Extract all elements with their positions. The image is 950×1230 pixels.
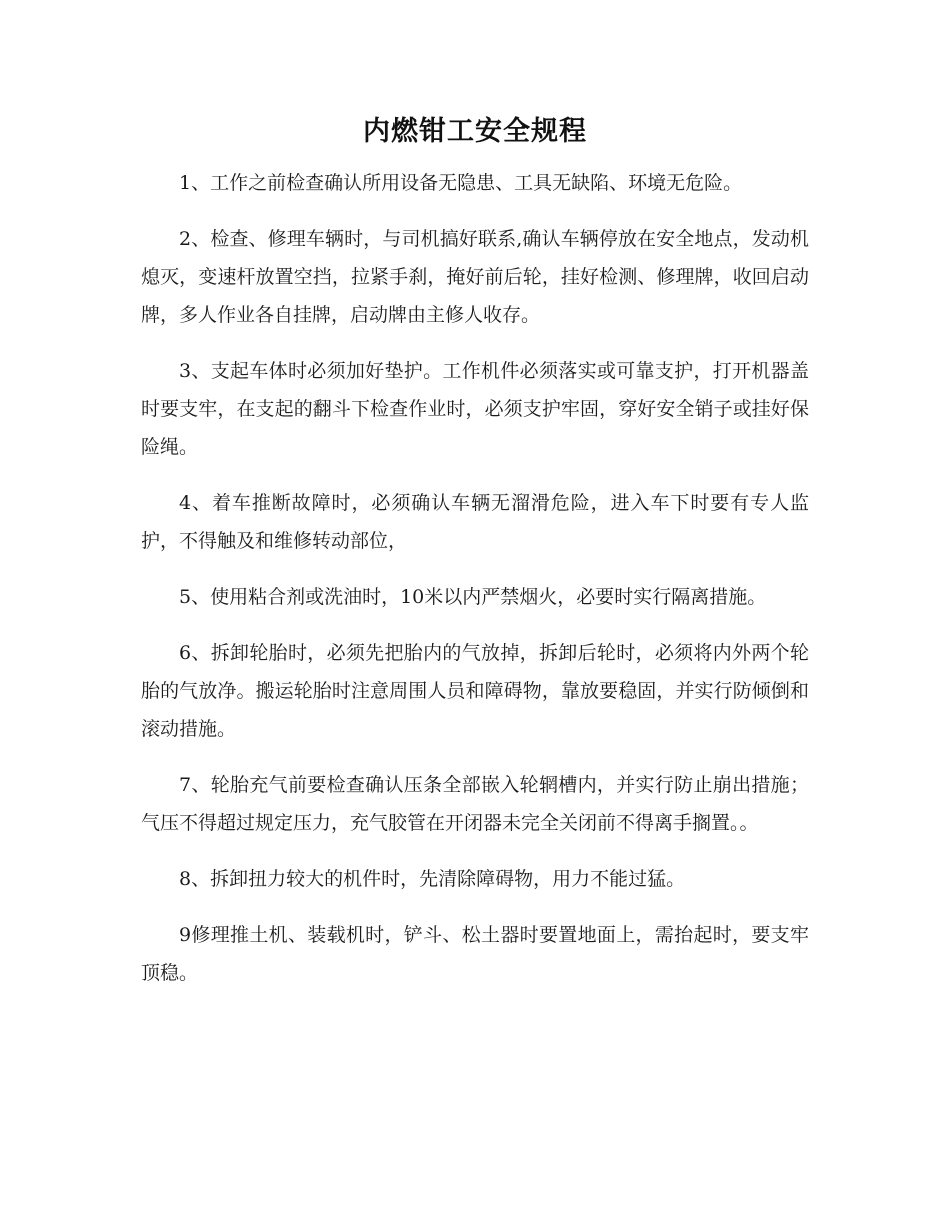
rule-item-4: 4、着车推断故障时，必须确认车辆无溜滑危险，进入车下时要有专人监护，不得触及和维修转动部位，: [141, 492, 809, 552]
rule-item-2: 2、检查、修理车辆时，与司机搞好联系,确认车辆停放在安全地点，发动机熄灭，变速杆放置空挡，拉紧手刹，掩好前后轮，挂好检测、修理牌，收回启动牌，多人作业各自挂牌，启动牌由主修人收存。: [141, 228, 809, 326]
rule-item-3: 3、支起车体时必须加好垫护。工作机件必须落实或可靠支护，打开机器盖时要支牢，在支起的翻斗下检查作业时，必须支护牢固，穿好安全销子或挂好保险绳。: [141, 360, 809, 458]
document-title: 内燃钳工安全规程: [363, 116, 587, 147]
rule-item-5: 5、使用粘合剂或洗油时，10米以内严禁烟火，必要时实行隔离措施。: [179, 586, 767, 608]
rule-item-7: 7、轮胎充气前要检查确认压条全部嵌入轮辋槽内，并实行防止崩出措施；气压不得超过规定压力，充气胶管在开闭器未完全关闭前不得离手搁置。。: [141, 774, 809, 834]
rule-item-1: 1、工作之前检查确认所用设备无隐患、工具无缺陷、环境无危险。: [179, 172, 743, 194]
rule-item-8: 8、拆卸扭力较大的机件时，先清除障碍物，用力不能过猛。: [179, 868, 686, 890]
rule-item-6: 6、拆卸轮胎时，必须先把胎内的气放掉，拆卸后轮时，必须将内外两个轮胎的气放净。搬运轮胎时注意周围人员和障碍物，靠放要稳固，并实行防倾倒和滚动措施。: [141, 642, 809, 740]
rule-item-9: 9修理推土机、装载机时，铲斗、松土器时要置地面上，需抬起时，要支牢顶稳。: [141, 924, 809, 984]
document-body: [141, 164, 809, 1010]
